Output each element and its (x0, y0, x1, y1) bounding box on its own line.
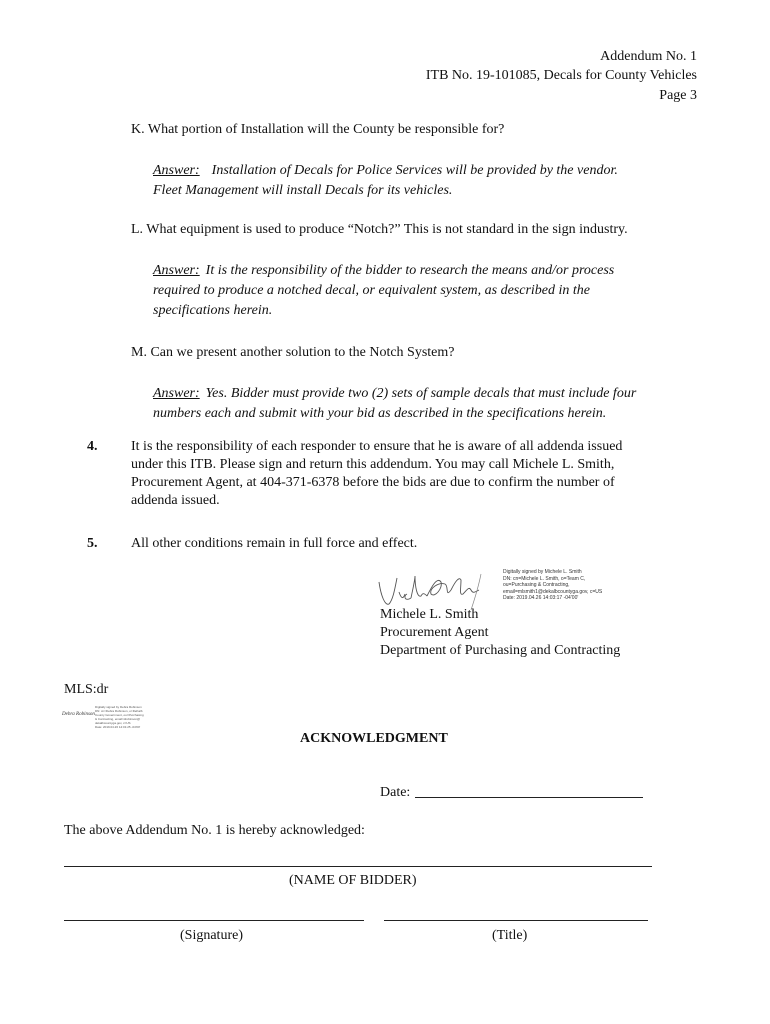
answer-k-line-1: Answer: Installation of Decals for Police Services will be provided by the vendor. (153, 163, 618, 178)
bidder-name-line[interactable] (64, 866, 652, 867)
answer-m-line-2: numbers each and submit with your bid as described in the specifications herein. (153, 406, 607, 421)
digital-signature-line-2: DN: cn=Michele L. Smith, o=Team C, (503, 575, 586, 582)
digital-signature-block (503, 569, 602, 602)
typist-initials: MLS:dr (64, 682, 109, 697)
acknowledgment-statement: The above Addendum No. 1 is hereby acknowledged: (64, 823, 365, 838)
small-signature-line-3: County Government, ou=Purchasing (95, 713, 144, 717)
signer-department: Department of Purchasing and Contracting (380, 643, 621, 658)
title-label: (Title) (492, 928, 528, 943)
date-label: Date: (380, 785, 411, 800)
signer-name: Michele L. Smith (380, 607, 479, 622)
item-5-number: 5. (87, 536, 98, 551)
answer-k-line-2: Fleet Management will install Decals for its vehicles. (153, 183, 453, 198)
small-signature-line-6: Date: 2019.04.26 14:01:25 -04'00' (95, 725, 141, 729)
digital-signature-line-3: ou=Purchasing & Contracting, (503, 582, 570, 588)
bidder-name-label: (NAME OF BIDDER) (289, 873, 417, 888)
item-4-line-1: It is the responsibility of each responder to ensure that he is aware of all addenda issued (131, 439, 623, 454)
signature-line[interactable] (64, 920, 364, 921)
title-line[interactable] (384, 920, 648, 921)
answer-m-line-1: Answer: Yes. Bidder must provide two (2) sets of sample decals that must include four (153, 386, 637, 401)
answer-l-line-3: specifications herein. (153, 303, 273, 318)
item-4-line-2: under this ITB. Please sign and return this addendum. You may call Michele L. Smith, (131, 457, 615, 472)
page-number: Page 3 (659, 88, 697, 103)
item-5-line-1: All other conditions remain in full force and effect. (131, 536, 418, 551)
small-digital-signature-block (95, 705, 144, 729)
addendum-number: Addendum No. 1 (600, 49, 697, 64)
answer-l-line-1: Answer: It is the responsibility of the bidder to research the means and/or process (153, 263, 615, 278)
signer-title: Procurement Agent (380, 625, 489, 640)
question-l: L. What equipment is used to produce “Notch?” This is not standard in the sign industry. (131, 222, 628, 237)
answer-l-label: Answer: (153, 263, 200, 278)
digital-signature-line-4: email=mlsmith1@dekalbcountyga.gov, c=US (503, 588, 603, 595)
digital-signature-line-5: Date: 2019.04.26 14:03:17 -04'00' (503, 595, 579, 601)
item-4-number: 4. (87, 439, 98, 454)
signature-label: (Signature) (180, 928, 243, 943)
answer-m-label: Answer: (153, 386, 200, 401)
small-signature-line-4: & Contracting, email=drobinson@ (95, 717, 140, 721)
question-k: K. What portion of Installation will the County be responsible for? (131, 122, 505, 137)
item-4-line-3: Procurement Agent, at 404-371-6378 before the bids are due to confirm the number of (131, 475, 615, 490)
answer-l-line-2: required to produce a notched decal, or equivalent system, as described in the (153, 283, 591, 298)
digital-signature-line-1: Digitally signed by Michele L. Smith (503, 569, 582, 575)
question-m: M. Can we present another solution to the Notch System? (131, 345, 455, 360)
small-signature-line-1: Digitally signed by Debra Robinson (95, 705, 142, 709)
item-4-line-4: addenda issued. (131, 493, 220, 508)
small-signature-line-2: DN: cn=Debra Robinson, o=DeKalb (95, 709, 143, 713)
itb-title: ITB No. 19-101085, Decals for County Vehicles (425, 68, 697, 83)
small-handwritten-signature: Debra Robinson (62, 712, 95, 717)
small-signature-line-5: dekalbcountyga.gov, c=US (95, 721, 131, 725)
acknowledgment-title: ACKNOWLEDGMENT (300, 731, 448, 746)
date-line[interactable] (415, 797, 643, 798)
answer-k-label: Answer: (153, 163, 200, 178)
